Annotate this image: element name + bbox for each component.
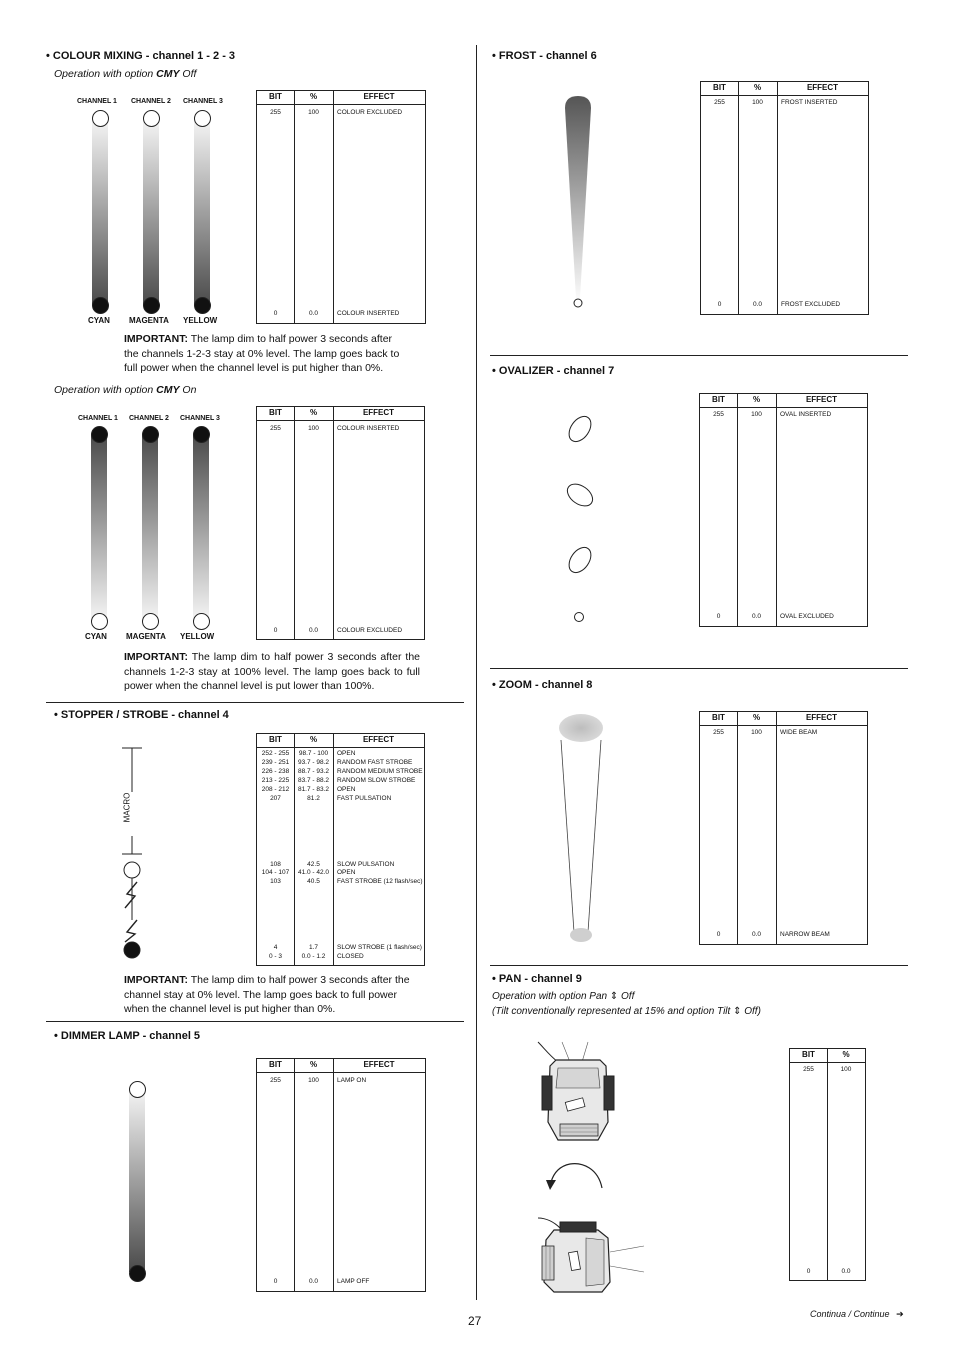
section-divider bbox=[490, 965, 908, 966]
cell-effect: LAMP ON bbox=[337, 1077, 367, 1084]
cell-pct: 81.2 bbox=[307, 795, 320, 802]
arrow-right-icon: ➔ bbox=[896, 1309, 904, 1319]
section-title-ovalizer: • OVALIZER - channel 7 bbox=[492, 365, 615, 377]
cell-bit: 4 bbox=[273, 944, 278, 951]
column-divider bbox=[476, 45, 477, 1300]
section-title-frost: • FROST - channel 6 bbox=[492, 50, 597, 62]
pan-sub1-prefix: Operation with option Pan bbox=[492, 991, 608, 1002]
col-header-bit: BIT bbox=[712, 713, 725, 722]
fader-top-filled-circle-icon bbox=[142, 426, 159, 443]
channel-caption: CHANNEL 3 bbox=[180, 415, 220, 422]
important-text: The lamp dim to half power 3 seconds after the channels 1-2-3 stay at 0% level. The lamp goes back to full power when the channel level is put higher than 0%. bbox=[124, 333, 400, 374]
pan-sub2-prefix: (Tilt conventionally represented at 15% and option Tilt bbox=[492, 1006, 731, 1017]
fader-bottom-open-circle-icon bbox=[142, 613, 159, 630]
section-divider bbox=[490, 355, 908, 356]
cell-pct: 98.7 - 100 bbox=[298, 750, 329, 757]
cell-pct: 0.0 bbox=[841, 1268, 851, 1275]
col-header-pct: % bbox=[842, 1050, 850, 1059]
cell-pct: 83.7 - 88.2 bbox=[297, 777, 330, 784]
cell-pct: 81.7 - 83.2 bbox=[297, 786, 330, 793]
col-header-pct: % bbox=[752, 713, 761, 722]
cell-effect: OVAL EXCLUDED bbox=[780, 613, 834, 620]
cell-pct: 0.0 bbox=[308, 627, 319, 634]
cmy-off-table bbox=[256, 90, 426, 324]
continue-note bbox=[810, 1309, 904, 1320]
cell-effect: OPEN bbox=[337, 869, 356, 876]
cmy-on-important-note bbox=[124, 650, 420, 694]
col-header-bit: BIT bbox=[802, 1050, 815, 1059]
fader-bottom-filled-circle-icon bbox=[194, 297, 211, 314]
important-text: The lamp dim to half power 3 seconds after the channels 1-2-3 stay at 100% level. The lamp goes back to full power when the channel level is put lower than 100%. bbox=[124, 651, 420, 692]
fader-top-filled-circle-icon bbox=[91, 426, 108, 443]
dimmer-gradient-bar bbox=[129, 1090, 145, 1272]
fader-top-open-circle-icon bbox=[143, 110, 160, 127]
pan-sub2-suffix: Off) bbox=[741, 1006, 761, 1017]
cell-pct: 0.0 bbox=[751, 613, 762, 620]
fader-top-open-circle-icon bbox=[194, 110, 211, 127]
section-title-stopper-strobe: • STOPPER / STROBE - channel 4 bbox=[54, 709, 229, 721]
cell-bit: 0 bbox=[273, 1278, 278, 1285]
col-header-bit: BIT bbox=[269, 408, 282, 417]
zoom-beam-diagram bbox=[555, 710, 607, 946]
cell-pct: 42.5 bbox=[307, 861, 320, 868]
cell-bit: 255 bbox=[714, 99, 725, 106]
cell-bit: 255 bbox=[270, 109, 281, 116]
section-title-pan: • PAN - channel 9 bbox=[492, 973, 582, 985]
col-header-effect: EFFECT bbox=[805, 713, 838, 722]
col-header-effect: EFFECT bbox=[363, 92, 395, 101]
cell-bit: 0 bbox=[717, 301, 722, 308]
col-header-effect: EFFECT bbox=[805, 395, 838, 404]
channel-caption: CHANNEL 1 bbox=[78, 415, 118, 422]
yellow-gradient-bar bbox=[194, 118, 210, 306]
cell-effect: COLOUR EXCLUDED bbox=[337, 109, 403, 116]
cell-bit: 226 - 238 bbox=[261, 768, 290, 775]
ovalizer-diagram bbox=[560, 405, 600, 625]
cell-pct: 1.7 bbox=[308, 944, 319, 951]
cell-pct: 0.0 bbox=[752, 301, 763, 308]
cell-effect: FAST STROBE (12 flash/sec) bbox=[337, 878, 423, 885]
cell-pct: 41.0 - 42.0 bbox=[297, 869, 330, 876]
important-label: IMPORTANT: bbox=[124, 974, 188, 986]
moving-head-side-illustration bbox=[536, 1212, 646, 1298]
channel-caption: CHANNEL 1 bbox=[77, 98, 117, 105]
section-divider bbox=[46, 1021, 464, 1022]
col-header-pct: % bbox=[752, 395, 761, 404]
cell-effect: FROST INSERTED bbox=[781, 99, 838, 106]
cyan-gradient-bar bbox=[91, 434, 107, 622]
cell-pct: 100 bbox=[752, 99, 763, 106]
cell-bit: 0 bbox=[806, 1268, 811, 1275]
col-header-effect: EFFECT bbox=[806, 83, 839, 92]
cell-bit: 104 - 107 bbox=[261, 869, 290, 876]
cmy-off-important-note bbox=[124, 332, 406, 376]
cmy-on-sub-suffix: On bbox=[179, 384, 197, 396]
cell-bit: 255 bbox=[270, 1077, 281, 1084]
col-header-effect: EFFECT bbox=[362, 408, 395, 417]
section-divider bbox=[490, 668, 908, 669]
stopper-diagram bbox=[110, 740, 155, 962]
page-number: 27 bbox=[468, 1314, 482, 1328]
cmy-off-sub-bold: CMY bbox=[156, 68, 180, 80]
col-header-bit: BIT bbox=[269, 92, 282, 101]
fader-bottom-filled-circle-icon bbox=[143, 297, 160, 314]
fader-top-open-circle-icon bbox=[92, 110, 109, 127]
cell-effect: FAST PULSATION bbox=[337, 795, 392, 802]
fader-top-filled-circle-icon bbox=[193, 426, 210, 443]
pan-subtitle-2 bbox=[492, 1006, 761, 1017]
col-header-pct: % bbox=[309, 735, 318, 744]
fader-bottom-filled-circle-icon bbox=[129, 1265, 146, 1282]
cell-effect: COLOUR INSERTED bbox=[337, 425, 400, 432]
pan-subtitle-1 bbox=[492, 991, 634, 1002]
cell-bit: 208 - 212 bbox=[261, 786, 290, 793]
moving-head-front-illustration bbox=[536, 1040, 622, 1148]
cell-bit: 255 bbox=[713, 411, 724, 418]
col-header-bit: BIT bbox=[713, 83, 726, 92]
cell-bit: 0 bbox=[273, 310, 278, 317]
cell-effect: OPEN bbox=[337, 786, 356, 793]
col-header-pct: % bbox=[309, 408, 318, 417]
cell-bit: 239 - 251 bbox=[261, 759, 290, 766]
cell-effect: RANDOM FAST STROBE bbox=[337, 759, 413, 766]
cell-pct: 93.7 - 98.2 bbox=[297, 759, 330, 766]
col-header-pct: % bbox=[309, 92, 318, 101]
section-title-dimmer: • DIMMER LAMP - channel 5 bbox=[54, 1030, 201, 1042]
cell-effect: OPEN bbox=[337, 750, 356, 757]
important-label: IMPORTANT: bbox=[124, 651, 188, 663]
cyan-gradient-bar bbox=[92, 118, 108, 306]
important-label: IMPORTANT: bbox=[124, 333, 188, 345]
cell-effect: RANDOM MEDIUM STROBE bbox=[337, 768, 423, 775]
fader-bottom-filled-circle-icon bbox=[92, 297, 109, 314]
updown-arrows-icon: ⇕ bbox=[733, 1006, 742, 1017]
col-header-bit: BIT bbox=[712, 395, 725, 404]
cell-effect: NARROW BEAM bbox=[780, 931, 830, 938]
cell-pct: 0.0 bbox=[751, 931, 762, 938]
colour-label: YELLOW bbox=[183, 316, 218, 325]
cell-bit: 0 bbox=[716, 613, 721, 620]
rotation-arrow-icon bbox=[542, 1158, 606, 1194]
cell-bit: 255 bbox=[803, 1066, 814, 1073]
dimmer-table bbox=[256, 1058, 426, 1292]
colour-label: YELLOW bbox=[180, 632, 215, 641]
cell-bit: 108 bbox=[270, 861, 281, 868]
section-title-colour-mixing: • COLOUR MIXING - channel 1 - 2 - 3 bbox=[46, 50, 236, 62]
section-title-zoom: • ZOOM - channel 8 bbox=[492, 679, 593, 691]
cell-bit: 0 bbox=[716, 931, 721, 938]
cell-pct: 0.0 bbox=[308, 310, 319, 317]
updown-arrows-icon: ⇕ bbox=[609, 991, 619, 1002]
colour-label: MAGENTA bbox=[129, 316, 169, 325]
cell-pct: 88.7 - 93.2 bbox=[297, 768, 330, 775]
cell-effect: OVAL INSERTED bbox=[780, 411, 832, 418]
cell-effect: CLOSED bbox=[337, 953, 364, 960]
fader-bottom-open-circle-icon bbox=[193, 613, 210, 630]
cmy-on-subtitle bbox=[54, 384, 196, 396]
frost-table bbox=[700, 81, 869, 315]
col-header-effect: EFFECT bbox=[362, 735, 395, 744]
cmy-off-sub-prefix: Operation with option bbox=[54, 68, 157, 80]
channel-caption: CHANNEL 3 bbox=[183, 98, 223, 105]
important-text: The lamp dim to half power 3 seconds after the channel stay at 0% level. The lamp goes back to full power when the channel level is put higher than 0%. bbox=[124, 974, 410, 1015]
cell-bit: 207 bbox=[270, 795, 281, 802]
cmy-on-table bbox=[256, 406, 425, 640]
cmy-on-sub-bold: CMY bbox=[156, 384, 180, 396]
channel-caption: CHANNEL 2 bbox=[131, 98, 171, 105]
col-header-pct: % bbox=[753, 83, 762, 92]
continue-text: Continua / Continue bbox=[810, 1309, 890, 1319]
cell-bit: 0 bbox=[273, 627, 278, 634]
cell-bit: 213 - 225 bbox=[261, 777, 290, 784]
cell-effect: SLOW STROBE (1 flash/sec) bbox=[337, 944, 422, 951]
cmy-off-sub-suffix: Off bbox=[179, 68, 197, 80]
channel-caption: CHANNEL 2 bbox=[129, 415, 169, 422]
cell-effect: FROST EXCLUDED bbox=[781, 301, 841, 308]
cell-pct: 0.0 bbox=[308, 1278, 319, 1285]
cell-bit: 255 bbox=[270, 425, 281, 432]
cell-effect: RANDOM SLOW STROBE bbox=[337, 777, 416, 784]
cell-pct: 100 bbox=[308, 425, 319, 432]
macro-label: MACRO bbox=[122, 792, 132, 823]
cell-pct: 100 bbox=[308, 1077, 319, 1084]
cell-bit: 252 - 255 bbox=[261, 750, 290, 757]
col-header-pct: % bbox=[309, 1060, 318, 1069]
cell-effect: LAMP OFF bbox=[337, 1278, 370, 1285]
pan-table bbox=[789, 1048, 866, 1281]
col-header-bit: BIT bbox=[269, 1060, 282, 1069]
cell-effect: WIDE BEAM bbox=[780, 729, 818, 736]
colour-label: CYAN bbox=[88, 316, 110, 325]
pan-sub1-suffix: Off bbox=[618, 991, 635, 1002]
colour-label: CYAN bbox=[85, 632, 107, 641]
magenta-gradient-bar bbox=[143, 118, 159, 306]
section-divider bbox=[46, 702, 464, 703]
cell-effect: COLOUR INSERTED bbox=[337, 310, 400, 317]
frost-beam-diagram bbox=[560, 92, 596, 312]
cell-pct: 0.0 - 1.2 bbox=[301, 953, 326, 960]
cell-pct: 40.5 bbox=[307, 878, 320, 885]
magenta-gradient-bar bbox=[142, 434, 158, 622]
cell-bit: 103 bbox=[270, 878, 281, 885]
colour-label: MAGENTA bbox=[126, 632, 166, 641]
cell-pct: 100 bbox=[751, 411, 762, 418]
ovalizer-table bbox=[699, 393, 868, 627]
col-header-bit: BIT bbox=[269, 735, 282, 744]
cell-pct: 100 bbox=[840, 1066, 852, 1073]
fader-top-open-circle-icon bbox=[129, 1081, 146, 1098]
cell-pct: 100 bbox=[751, 729, 762, 736]
yellow-gradient-bar bbox=[193, 434, 209, 622]
cell-bit: 0 - 3 bbox=[268, 953, 282, 960]
cmy-off-subtitle bbox=[54, 68, 196, 80]
stopper-important-note bbox=[124, 973, 412, 1017]
stopper-table bbox=[256, 733, 425, 966]
col-header-effect: EFFECT bbox=[363, 1060, 395, 1069]
cmy-on-sub-prefix: Operation with option bbox=[54, 384, 157, 396]
cell-bit: 255 bbox=[713, 729, 724, 736]
zoom-table bbox=[699, 711, 868, 945]
cell-effect: SLOW PULSATION bbox=[337, 861, 395, 868]
cell-pct: 100 bbox=[308, 109, 319, 116]
fader-bottom-open-circle-icon bbox=[91, 613, 108, 630]
cell-effect: COLOUR EXCLUDED bbox=[337, 627, 403, 634]
